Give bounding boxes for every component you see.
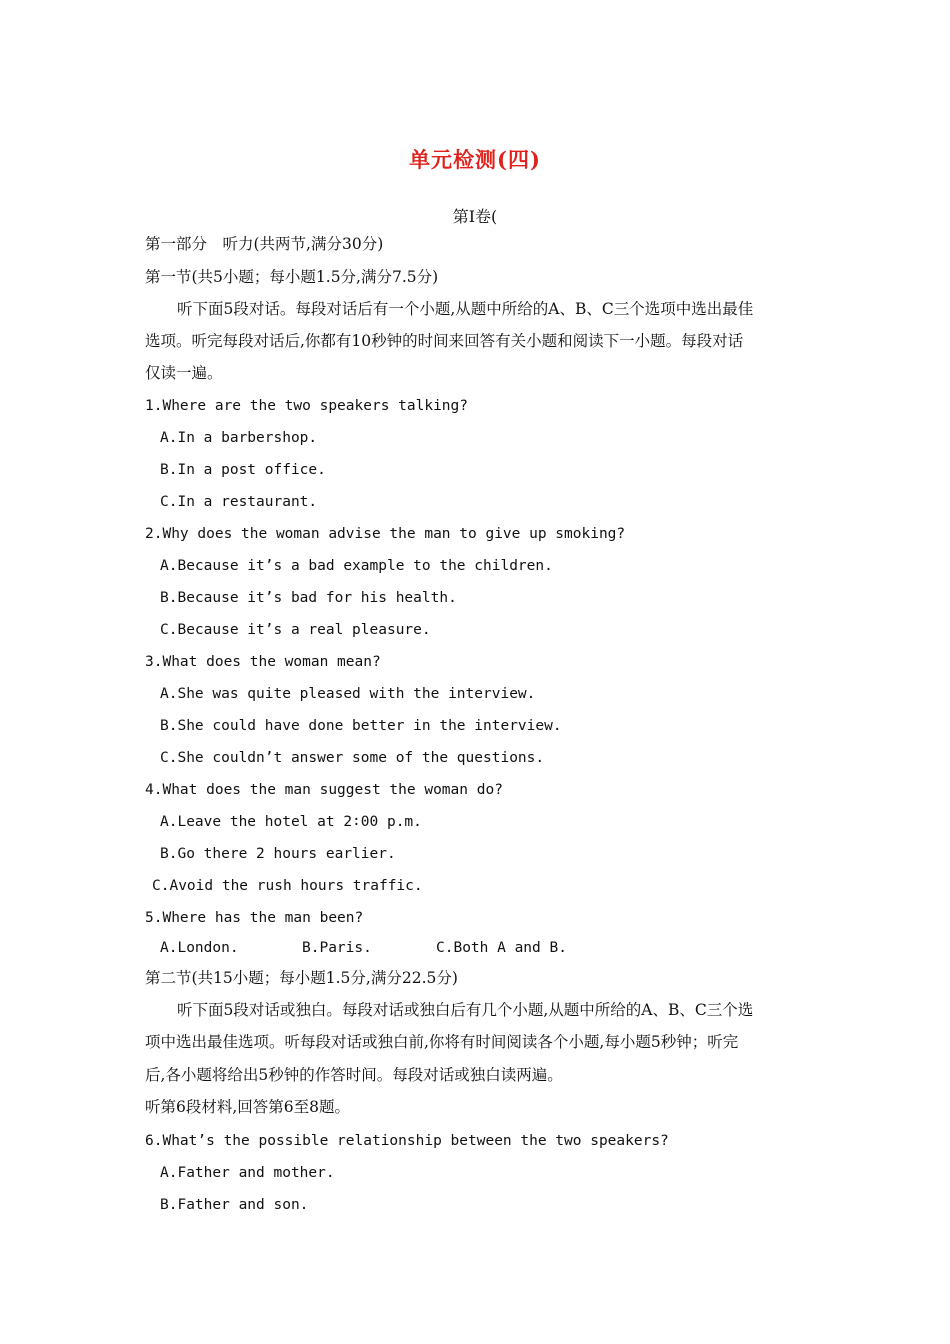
instruction-line: 听下面5段对话或独白。每段对话或独白后有几个小题,从题中所给的A、B、C三个选 [177,1001,754,1019]
section-heading: 第二节(共15小题；每小题1.5分,满分22.5分) [145,969,458,987]
instruction-line: 选项。听完每段对话后,你都有10秒钟的时间来回答有关小题和阅读下一小题。每段对话 [145,332,744,350]
part-heading: 第一部分 听力(共两节,满分30分) [145,235,384,253]
material-note: 听第6段材料,回答第6至8题。 [145,1098,351,1116]
option: B.She could have done better in the interview. [160,718,562,734]
instruction-line: 后,各小题将给出5秒钟的作答时间。每段对话或独白读两遍。 [145,1066,563,1084]
option: C.Both A and B. [436,940,567,956]
question-stem: 3.What does the woman mean? [145,654,381,670]
option: C.Avoid the rush hours traffic. [152,878,423,894]
option: A.Father and mother. [160,1165,335,1181]
page-title: 单元检测(四) [409,147,541,172]
option: B.Paris. [302,940,372,956]
section-heading: 第一节(共5小题；每小题1.5分,满分7.5分) [145,268,439,286]
question-stem: 6.What’s the possible relationship between the two speakers? [145,1133,669,1149]
option: A.She was quite pleased with the interview. [160,686,536,702]
option: A.In a barbershop. [160,430,318,446]
question-stem: 4.What does the man suggest the woman do? [145,782,503,798]
option: C.She couldn’t answer some of the questions. [160,750,545,766]
instruction-line: 项中选出最佳选项。听每段对话或独白前,你将有时间阅读各个小题,每小题5秒钟；听完 [145,1033,739,1051]
volume-heading: 第Ⅰ卷( [452,207,498,226]
instruction-line: 听下面5段对话。每段对话后有一个小题,从题中所给的A、B、C三个选项中选出最佳 [177,300,754,318]
option: A.Because it’s a bad example to the children. [160,558,553,574]
question-stem: 5.Where has the man been? [145,910,364,926]
option: C.In a restaurant. [160,494,318,510]
option: C.Because it’s a real pleasure. [160,622,431,638]
option: A.London. [160,940,239,956]
question-stem: 2.Why does the woman advise the man to give up smoking? [145,526,626,542]
option: B.Father and son. [160,1197,309,1213]
instruction-line: 仅读一遍。 [145,364,223,382]
option: A.Leave the hotel at 2∶00 p.m. [160,814,422,830]
option: B.In a post office. [160,462,326,478]
option: B.Because it’s bad for his health. [160,590,457,606]
question-stem: 1.Where are the two speakers talking? [145,398,469,414]
option: B.Go there 2 hours earlier. [160,846,396,862]
